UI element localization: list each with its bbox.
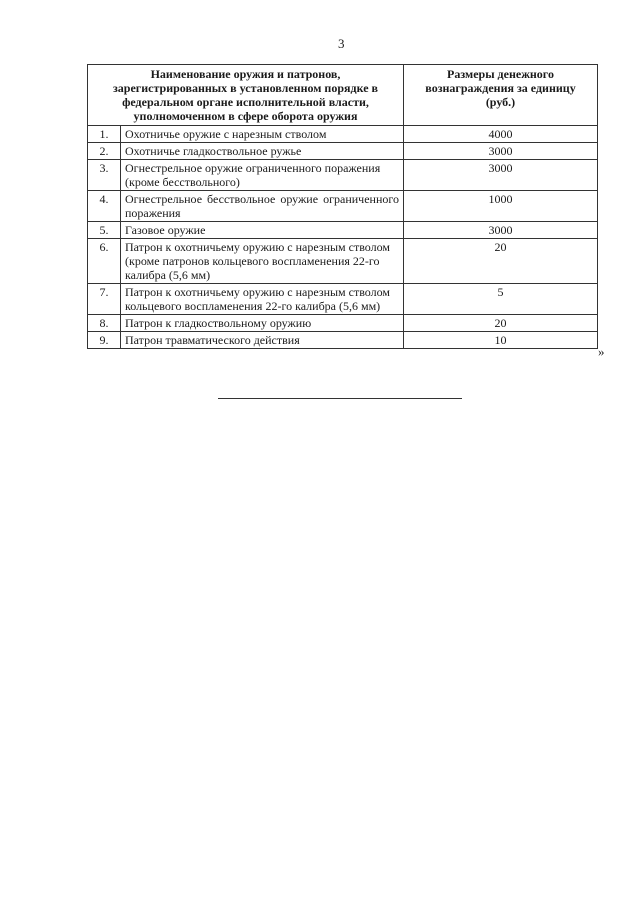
closing-quote: » [598,344,605,359]
header-weapon-name: Наименование оружия и патронов, зарегистрированных в установленном порядке в федеральном органе исполнительной власти, уполномоченном в сфере оборота оружия [88,65,404,126]
row-number: 5. [88,222,121,239]
table-row [88,126,598,143]
row-number: 4. [88,191,121,222]
row-amount: 1000 [404,191,598,222]
row-name: Огнестрельное бесствольное оружие ограниченного поражения [121,191,404,222]
page-number: 3 [338,36,345,51]
table-row [88,284,598,315]
table-row [88,191,598,222]
row-name: Патрон к гладкоствольному оружию [121,315,404,332]
row-number: 9. [88,332,121,349]
row-amount: 3000 [404,222,598,239]
separator-line [218,398,462,399]
row-amount: 3000 [404,143,598,160]
row-number: 3. [88,160,121,191]
header-reward-amount: Размеры денежного вознаграждения за единицу (руб.) [404,65,598,126]
table-row [88,143,598,160]
table-header-row [88,65,598,126]
row-number: 1. [88,126,121,143]
row-amount: 3000 [404,160,598,191]
row-name: Патрон к охотничьему оружию с нарезным стволом (кроме патронов кольцевого воспламенения 22-го калибра (5,6 мм) [121,239,404,284]
row-number: 6. [88,239,121,284]
row-name: Патрон к охотничьему оружию с нарезным стволом кольцевого воспламенения 22-го калибра (5,6 мм) [121,284,404,315]
row-amount: 4000 [404,126,598,143]
row-name: Охотничье гладкоствольное ружье [121,143,404,160]
row-amount: 10 [404,332,598,349]
row-number: 2. [88,143,121,160]
row-number: 8. [88,315,121,332]
row-amount: 20 [404,315,598,332]
row-number: 7. [88,284,121,315]
table-row [88,222,598,239]
table-row [88,160,598,191]
reward-table [87,64,598,349]
table-row [88,239,598,284]
row-amount: 20 [404,239,598,284]
row-name: Патрон травматического действия [121,332,404,349]
row-name: Охотничье оружие с нарезным стволом [121,126,404,143]
row-amount: 5 [404,284,598,315]
row-name: Огнестрельное оружие ограниченного поражения (кроме бесствольного) [121,160,404,191]
row-name: Газовое оружие [121,222,404,239]
table-row [88,332,598,349]
table-row [88,315,598,332]
